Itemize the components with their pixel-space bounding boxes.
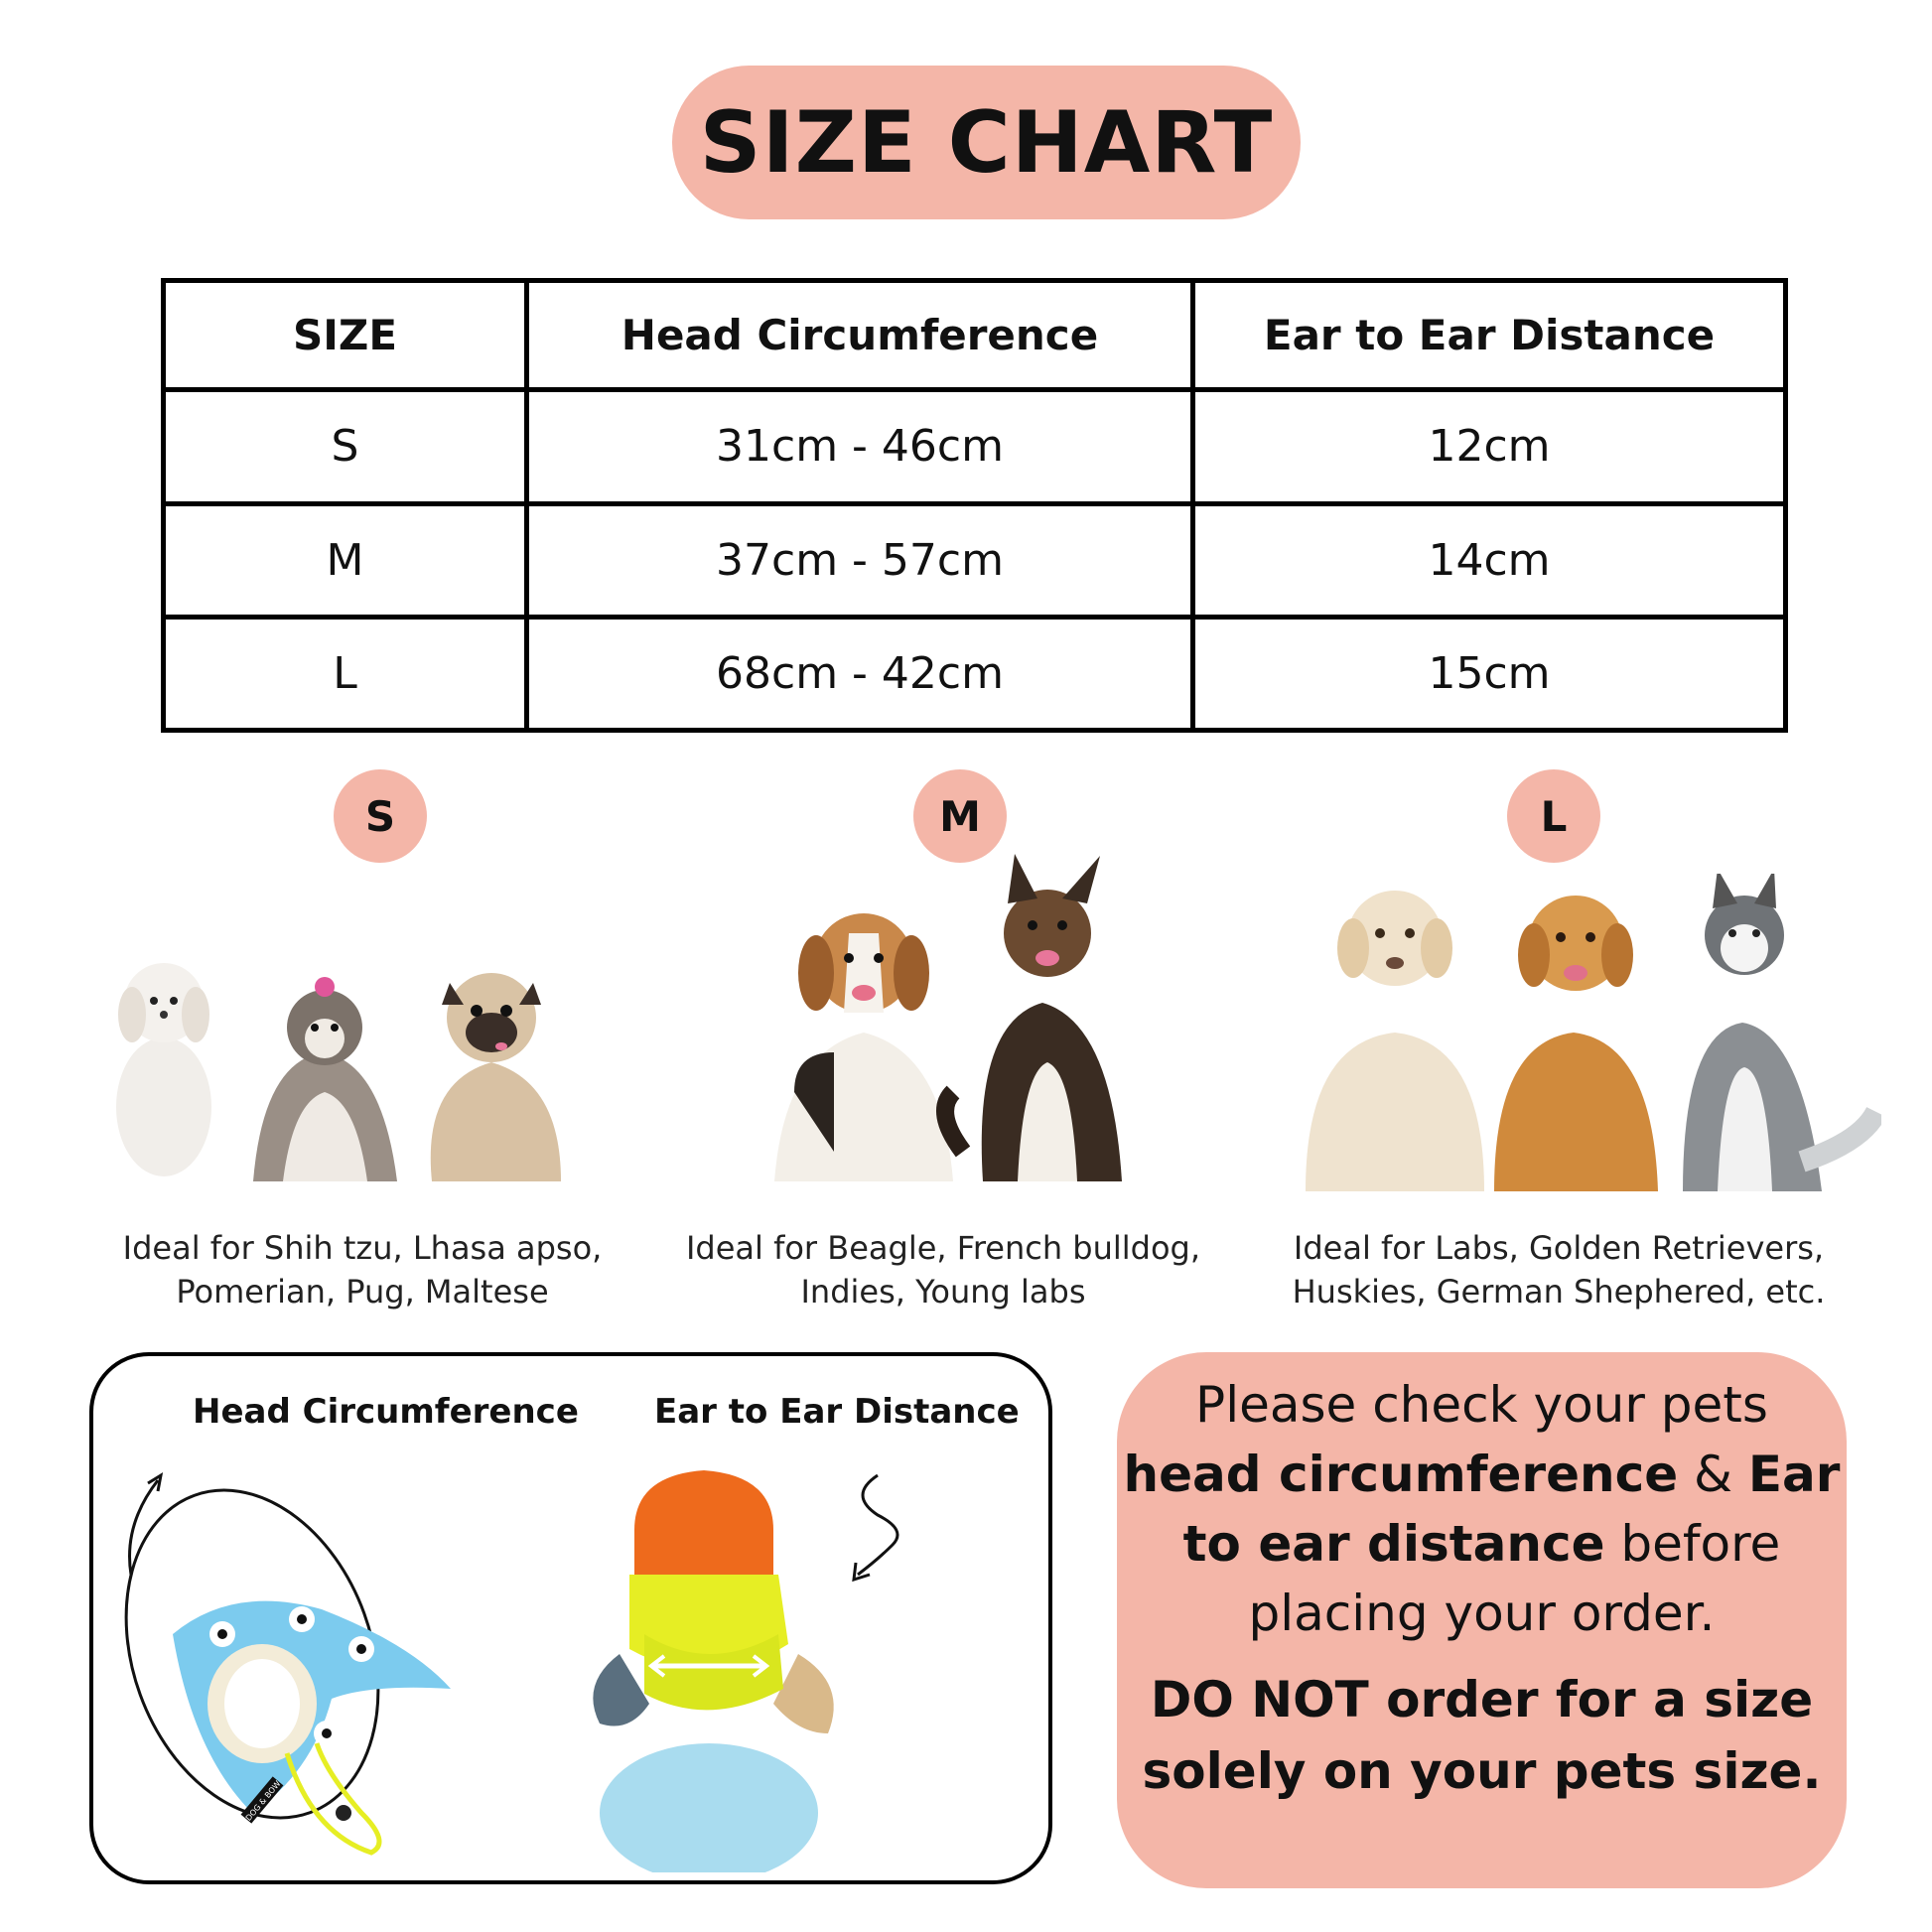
size-table	[161, 278, 1788, 733]
size-badge-m: M	[913, 769, 1007, 863]
header-size: SIZE	[164, 281, 527, 390]
maltese-dog-icon	[116, 963, 211, 1176]
measurement-diagram-box	[89, 1352, 1052, 1884]
pug-dog-icon	[431, 973, 561, 1181]
cap-top-icon	[634, 1470, 773, 1575]
caption-large	[1281, 1226, 1837, 1313]
golden-retriever-dog-icon	[1494, 896, 1658, 1191]
size-badge-s: S	[334, 769, 427, 863]
cell-ear: 15cm	[1193, 617, 1786, 730]
labrador-dog-icon	[1306, 891, 1484, 1191]
warning-line1: DO NOT order for a size	[1150, 1671, 1814, 1728]
ear-distance-label: Ear to Ear Distance	[654, 1392, 1020, 1432]
warning-line2: solely on your pets size.	[1142, 1742, 1822, 1800]
order-note-box	[1117, 1352, 1847, 1888]
cell-ear: 14cm	[1193, 503, 1786, 617]
head-circumference-label: Head Circumference	[193, 1392, 579, 1432]
indie-dog-icon	[945, 854, 1122, 1181]
medium-dogs-illustration	[755, 854, 1152, 1191]
caption-medium	[685, 1226, 1201, 1313]
note-line1: Please check your pets	[1195, 1376, 1768, 1434]
note-bold-head: head circumference	[1123, 1446, 1679, 1503]
caption-medium-line2: Indies, Young labs	[800, 1273, 1086, 1311]
husky-dog-icon	[1683, 874, 1876, 1191]
title-pill	[672, 66, 1301, 219]
cell-head: 31cm - 46cm	[527, 390, 1193, 503]
note-bold-ear: Ear	[1747, 1446, 1841, 1503]
cell-size: M	[164, 503, 527, 617]
note-bold-distance: to ear distance	[1182, 1515, 1605, 1573]
ear-diagram	[560, 1436, 977, 1872]
note-line3	[1117, 1509, 1847, 1579]
table-row	[164, 503, 1786, 617]
large-dogs-illustration	[1266, 874, 1881, 1201]
note-amp: &	[1678, 1446, 1748, 1503]
cap-diagram	[113, 1436, 550, 1872]
header-head-circumference: Head Circumference	[527, 281, 1193, 390]
cell-ear: 12cm	[1193, 390, 1786, 503]
caption-large-line2: Huskies, German Shephered, etc.	[1292, 1273, 1826, 1311]
small-dogs-illustration	[94, 943, 611, 1191]
beagle-dog-icon	[774, 913, 953, 1181]
caption-small-line2: Pomerian, Pug, Maltese	[176, 1273, 549, 1311]
size-badge-l: L	[1507, 769, 1600, 863]
caption-small	[99, 1226, 625, 1313]
caption-medium-line1: Ideal for Beagle, French bulldog,	[685, 1229, 1201, 1267]
ear-arrow-icon	[858, 1475, 897, 1575]
caption-small-line1: Ideal for Shih tzu, Lhasa apso,	[122, 1229, 603, 1267]
header-ear-distance: Ear to Ear Distance	[1193, 281, 1786, 390]
dog-body-icon	[600, 1743, 818, 1872]
shih-tzu-dog-icon	[253, 977, 397, 1181]
table-row	[164, 390, 1786, 503]
caption-large-line1: Ideal for Labs, Golden Retrievers,	[1293, 1229, 1825, 1267]
cell-size: L	[164, 617, 527, 730]
cell-head: 68cm - 42cm	[527, 617, 1193, 730]
note-line2	[1117, 1440, 1847, 1509]
cell-head: 37cm - 57cm	[527, 503, 1193, 617]
note-line4: placing your order.	[1248, 1585, 1716, 1642]
page-title: SIZE CHART	[699, 92, 1274, 193]
warning-text	[1117, 1664, 1847, 1807]
cap-print-text: DOG & BOW	[243, 1779, 283, 1823]
note-before: before	[1604, 1515, 1781, 1573]
cell-size: S	[164, 390, 527, 503]
table-header-row	[164, 281, 1786, 390]
table-row	[164, 617, 1786, 730]
